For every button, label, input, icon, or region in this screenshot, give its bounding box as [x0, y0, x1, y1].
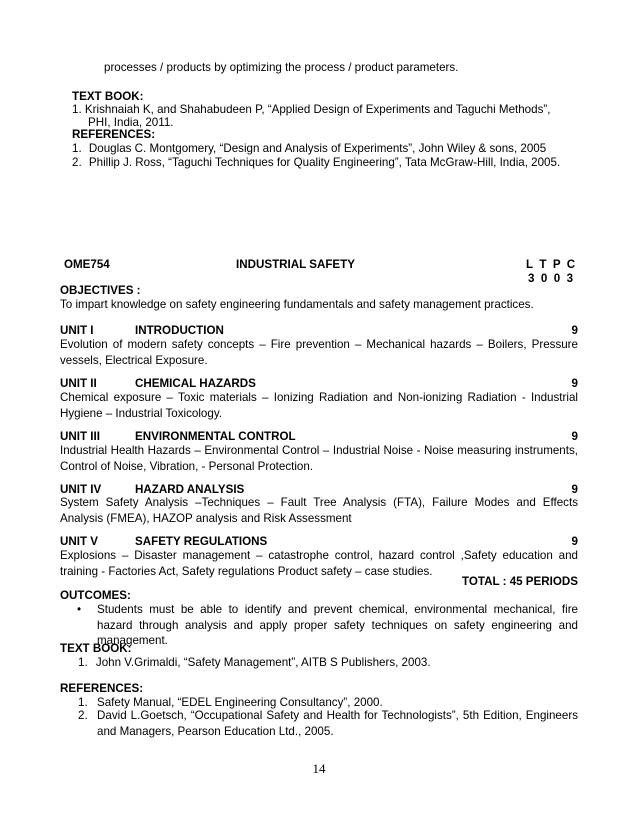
unit-hours: 9	[571, 377, 578, 390]
unit-hours: 9	[571, 483, 578, 496]
unit-description: Evolution of modern safety concepts – Fire prevention – Mechanical hazards – Boilers, Pressure vessels, Electrical Exposure.	[60, 338, 578, 367]
list-number: 1.	[72, 103, 82, 116]
list-text: Phillip J. Ross, “Taguchi Techniques for Quality Engineering”, Tata McGraw-Hill, India, 2005.	[88, 156, 561, 169]
unit-title: SAFETY REGULATIONS	[135, 535, 268, 548]
unit-title: CHEMICAL HAZARDS	[135, 377, 256, 390]
page-number: 14	[312, 761, 326, 776]
unit-header	[60, 376, 578, 391]
list-number: 2.	[72, 156, 82, 169]
course-title: INDUSTRIAL SAFETY	[236, 258, 355, 271]
textbook-heading: TEXT BOOK:	[60, 642, 132, 655]
list-number: 1.	[72, 142, 82, 155]
total-periods: TOTAL : 45 PERIODS	[462, 575, 578, 588]
unit-hours: 9	[571, 535, 578, 548]
unit-title: ENVIRONMENTAL CONTROL	[135, 430, 296, 443]
unit-description: Industrial Health Hazards – Environmental Control – Industrial Noise - Noise measuring instruments, Control of Noise, Vibration, - Personal Protection.	[60, 444, 578, 473]
unit-description: Explosions – Disaster management – catastrophe control, hazard control ,Safety education and training - Factories Act, Safety regulations Product safety – case studies.	[60, 549, 578, 578]
unit-title: INTRODUCTION	[135, 324, 224, 337]
unit-number: UNIT III	[60, 430, 100, 443]
ltpc-values: 3 0 0 3	[528, 272, 574, 285]
reference-text: David L.Goetsch, “Occupational Safety and Health for Technologists”, 5th Edition, Engineers and Managers, Pearson Education Ltd., 2005.	[97, 709, 578, 738]
continuation-text: processes / products by optimizing the process / product parameters.	[104, 61, 459, 74]
prev-textbook-heading: TEXT BOOK:	[72, 90, 144, 103]
unit-description: System Safety Analysis –Techniques – Fault Tree Analysis (FTA), Failure Modes and Effects Analysis (FMEA), HAZOP analysis and Risk Assessment	[60, 496, 578, 525]
list-text: Krishnaiah K, and Shahabudeen P, “Applied Design of Experiments and Taguchi Methods”,	[84, 103, 551, 116]
unit-number: UNIT I	[60, 324, 94, 337]
objectives-heading: OBJECTIVES :	[60, 284, 141, 297]
unit-header	[60, 323, 578, 338]
list-text: John V.Grimaldi, “Safety Management”, AITB S Publishers, 2003.	[95, 656, 431, 669]
reference-number: 2.	[78, 709, 88, 722]
unit-number: UNIT V	[60, 535, 99, 548]
ltpc-labels: L T P C	[526, 258, 576, 271]
reference-number: 1.	[78, 696, 88, 709]
prev-textbook-item-cont: PHI, India, 2011.	[88, 116, 174, 129]
outcomes-text: Students must be able to identify and prevent chemical, environmental mechanical, fire hazard through analysis and apply proper safety techniques on safety engineering and management.	[97, 603, 578, 648]
unit-description: Chemical exposure – Toxic materials – Ionizing Radiation and Non-ionizing Radiation - Industrial Hygiene – Industrial Toxicology.	[60, 391, 578, 420]
objectives-text: To impart knowledge on safety engineering fundamentals and safety management practices.	[60, 298, 534, 311]
list-text: Douglas C. Montgomery, “Design and Analysis of Experiments”, John Wiley & sons, 2005	[88, 142, 547, 155]
unit-hours: 9	[571, 324, 578, 337]
unit-title: HAZARD ANALYSIS	[135, 483, 245, 496]
list-number: 1.	[78, 656, 88, 669]
textbook-item	[78, 655, 431, 671]
prev-reference-item	[72, 155, 560, 171]
references-heading: REFERENCES:	[60, 682, 144, 695]
unit-header	[60, 429, 578, 444]
course-code: OME754	[64, 258, 110, 271]
unit-number: UNIT IV	[60, 483, 102, 496]
outcomes-heading: OUTCOMES:	[60, 589, 131, 602]
unit-header	[60, 534, 578, 549]
bullet-icon: •	[77, 603, 82, 616]
unit-hours: 9	[571, 430, 578, 443]
prev-references-heading: REFERENCES:	[72, 128, 156, 141]
reference-text: Safety Manual, “EDEL Engineering Consultancy”, 2000.	[97, 696, 383, 709]
unit-number: UNIT II	[60, 377, 97, 390]
